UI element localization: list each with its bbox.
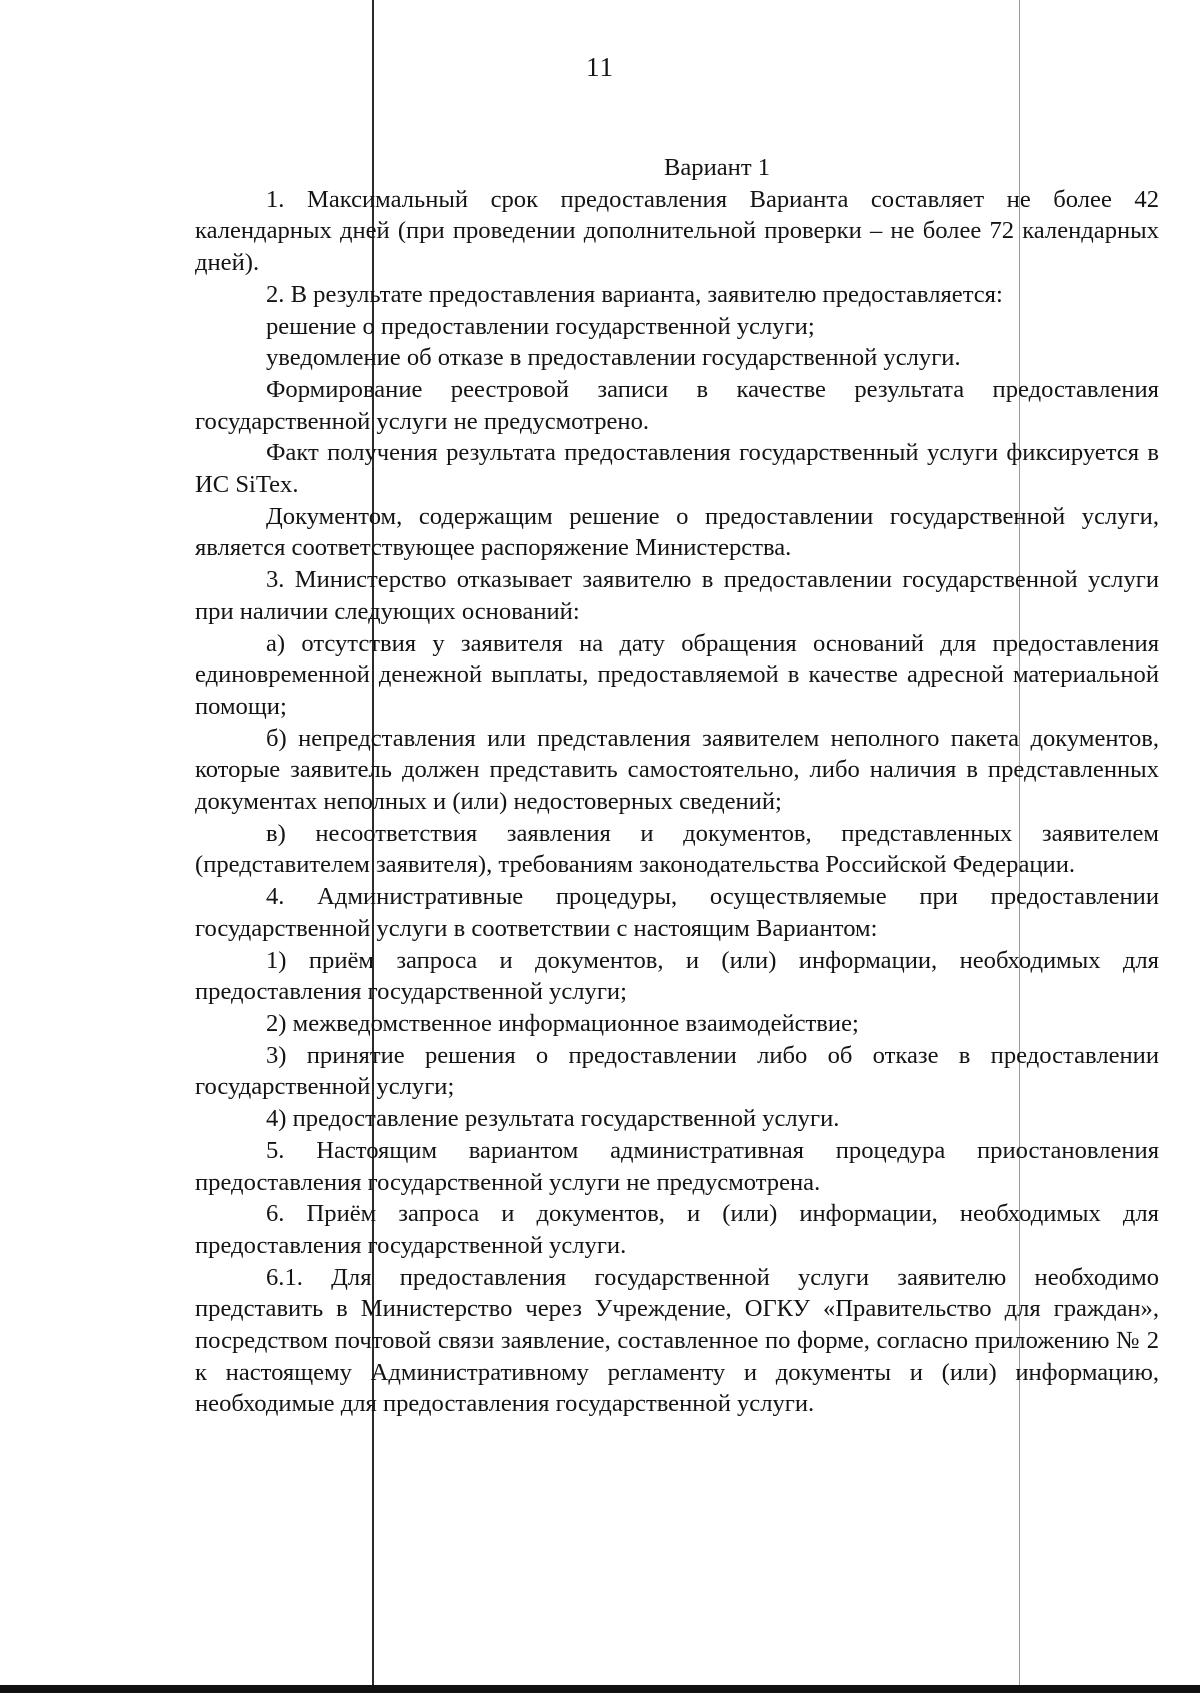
paragraph: 6. Приём запроса и документов, и (или) информации, необходимых для предоставления государственной услуги. xyxy=(195,1200,1159,1259)
paragraph: 1. Максимальный срок предоставления Варианта составляет не более 42 календарных дней (при проведении дополнительной проверки – не более 72 календарных дней). xyxy=(195,185,1159,277)
paragraph: 2) межведомственное информационное взаимодействие; xyxy=(266,1009,859,1037)
paragraph: Документом, содержащим решение о предоставлении государственной услуги, является соответствующее распоряжение Министерства. xyxy=(195,502,1159,562)
paragraph: 2. В результате предоставления варианта, заявителю предоставляется: xyxy=(266,280,1003,308)
scan-bottom-edge xyxy=(0,1685,1200,1693)
document-body xyxy=(195,152,1159,1420)
page-number: 11 xyxy=(586,52,614,82)
paragraph: в) несоответствия заявления и документов, представленных заявителем (представителем заявителя), требованиям законодательства Российской Федерации. xyxy=(195,819,1159,879)
paragraph: уведомление об отказе в предоставлении государственной услуги. xyxy=(266,344,961,372)
paragraph: 3. Министерство отказывает заявителю в предоставлении государственной услуги при наличии следующих оснований: xyxy=(195,566,1159,625)
paragraph: 4. Административные процедуры, осуществляемые при предоставлении государственной услуги в соответствии с настоящим Вариантом: xyxy=(195,883,1159,942)
section-heading: Вариант 1 xyxy=(663,154,771,181)
paragraph: а) отсутствия у заявителя на дату обращения оснований для предоставления единовременной денежной выплаты, предоставляемой в качестве адресной материальной помощи; xyxy=(195,629,1159,720)
paragraph: Формирование реестровой записи в качестве результата предоставления государственной услуги не предусмотрено. xyxy=(195,375,1159,435)
paragraph: 6.1. Для предоставления государственной услуги заявителю необходимо представить в Министерство через Учреждение, ОГКУ «Правительство для граждан», посредством почтовой связи заявление, составленное по форме, согласно приложению № 2 к настоящему Административному регламенту и документы и (или) информацию, необходимые для предоставления государственной услуги. xyxy=(195,1263,1159,1418)
paragraph: 5. Настоящим вариантом административная процедура приостановления предоставления государственной услуги не предусмотрена. xyxy=(195,1136,1159,1196)
paragraph: Факт получения результата предоставления государственный услуги фиксируется в ИС SiTex. xyxy=(195,439,1159,499)
paragraph: б) непредставления или представления заявителем неполного пакета документов, которые заявитель должен представить самостоятельно, либо наличия в представленных документах неполных и (или) недостоверных сведений; xyxy=(195,724,1159,816)
paragraph: 4) предоставление результата государственной услуги. xyxy=(266,1105,840,1133)
paragraph: 3) принятие решения о предоставлении либо об отказе в предоставлении государственной услуги; xyxy=(195,1041,1159,1101)
paragraph: решение о предоставлении государственной услуги; xyxy=(266,312,815,340)
paragraph: 1) приём запроса и документов, и (или) информации, необходимых для предоставления государственной услуги; xyxy=(195,946,1159,1006)
